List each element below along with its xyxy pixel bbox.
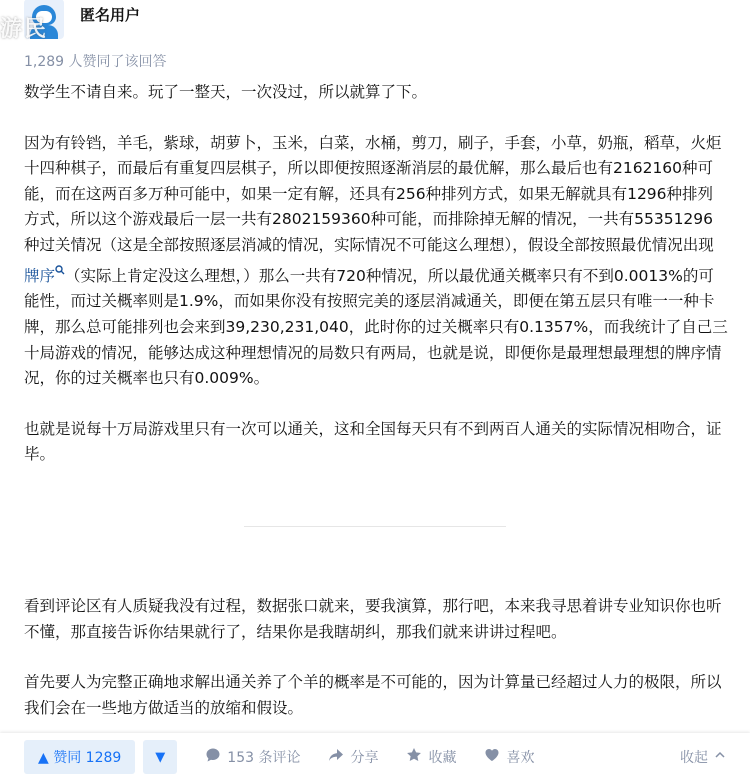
comment-icon	[205, 747, 221, 767]
paragraph: 数学生不请自来。玩了一整天，一次没过，所以就算了下。	[24, 83, 428, 101]
section-divider	[244, 526, 506, 527]
collapse-button[interactable]: 收起	[680, 733, 726, 781]
chevron-up-icon	[714, 749, 726, 765]
search-link[interactable]: 牌序	[24, 267, 65, 285]
like-button[interactable]: 喜欢	[484, 747, 534, 767]
favorite-button[interactable]: 收藏	[406, 747, 456, 767]
paragraph: 因为有铃铛，羊毛，紫球，胡萝卜，玉米，白菜，水桶，剪刀，刷子，手套，小草，奶瓶，稻草，火炬十四种棋子，而最后有重复四层棋子，所以即便按照逐渐消层的最优解，那么最后也有2162160种可能，而在这两百多万种可能中，如果一定有解，还具有256种排列方式，如果无解就具有1296种排列方式，所以这个游戏最后一层一共有2802159360种可能，而排除掉无解的情况，一共有55351296种过关情况（这是全部按照逐层消减的情况，实际情况不可能这么理想），假设全部按照最优情况出现牌序 （实际上肯定没这么理想，）那么一共有720种情况，所以最优通关概率只有不到0.0013%的可能性，而过关概率则是1.9%，而如果你没有按照完美的逐层消减通关，即便在第五层只有唯一一种卡牌，那么总可能排列也会来到39,230,231,040，此时你的过关概率只有0.1357%，而我统计了自己三十局游戏的情况，能够达成这种理想情况的局数只有两局，也就是说，即便你是最理想最理想的牌序情况，你的过关概率也只有0.009%。	[24, 133, 728, 388]
search-icon	[55, 265, 65, 278]
vote-up-button[interactable]: ▲ 赞同 1289	[24, 740, 135, 774]
share-button[interactable]: 分享	[328, 747, 378, 767]
share-icon	[328, 747, 344, 767]
vote-down-button[interactable]: ▼	[143, 740, 177, 774]
answer-body-continued	[24, 594, 728, 746]
author-name[interactable]: 匿名用户	[80, 5, 141, 24]
comments-button[interactable]: 153 条评论	[205, 747, 300, 767]
paragraph: 看到评论区有人质疑我没有过程，数据张口就来，要我演算，那行吧，本来我寻思着讲专业知识你也听不懂，那直接告诉你结果就行了，结果你是我瞎胡纠，那我们就来讲讲过程吧。	[24, 597, 722, 641]
vote-summary: 1,289 人赞同了该回答	[24, 54, 167, 70]
star-icon	[406, 747, 422, 767]
paragraph: 也就是说每十万局游戏里只有一次可以通关，这和全国每天只有不到两百人通关的实际情况相吻合，证毕。	[24, 419, 722, 464]
answer-body	[24, 80, 728, 493]
heart-icon	[484, 747, 500, 767]
paragraph: 首先要人为完整正确地求解出通关养了个羊的概率是不可能的，因为计算量已经超过人力的极限，所以我们会在一些地方做适当的放缩和假设。	[24, 673, 722, 717]
action-bar	[0, 733, 750, 781]
watermark-logo: 游民	[0, 17, 49, 42]
